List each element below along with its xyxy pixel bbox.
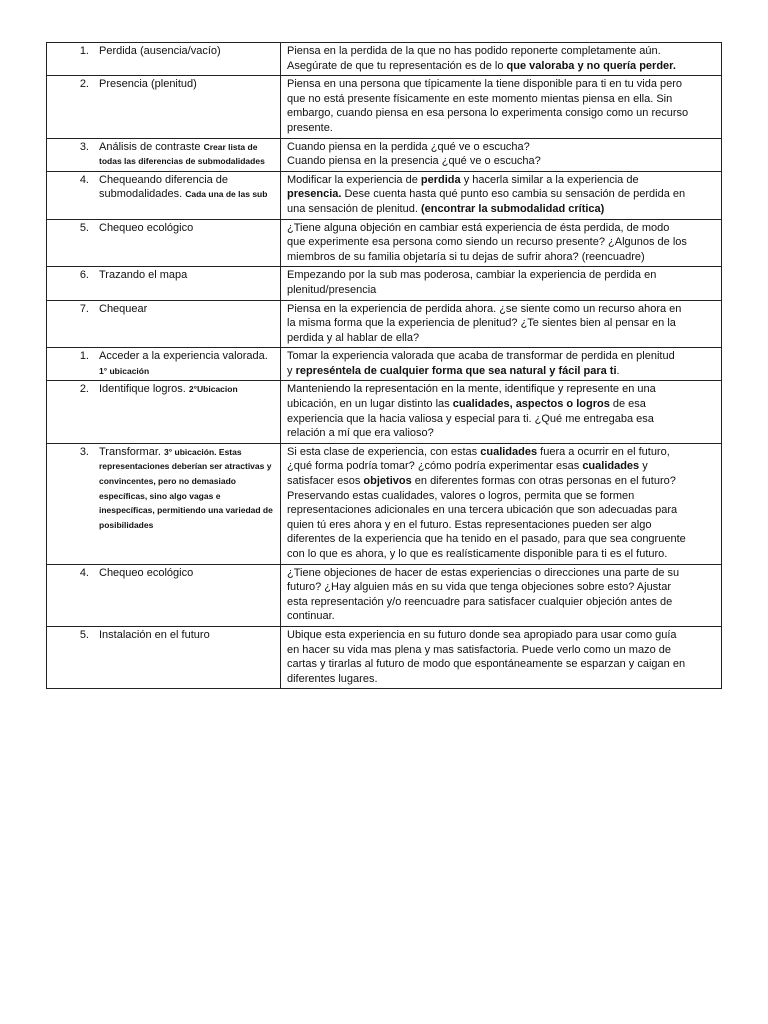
step-cell — [47, 171, 281, 219]
step-number: 2. — [79, 78, 89, 91]
text-segment: quien tú eres ahora y en el futuro. Estas representaciones pueden ser algo — [287, 518, 652, 531]
step-title: Presencia (plenitud) — [99, 78, 197, 91]
text-segment: representaciones adicionales en una tercera ubicación que son adecuadas para — [287, 504, 678, 517]
step-cell — [47, 626, 281, 688]
step-title: Chequeando diferencia de submodalidades. — [99, 173, 229, 201]
step-title-wrap — [99, 221, 274, 236]
table-row — [47, 626, 722, 688]
table-row — [47, 300, 722, 348]
table-row — [47, 443, 722, 564]
description-line — [287, 643, 715, 658]
step-description — [281, 43, 722, 76]
description-line — [287, 154, 715, 169]
text-segment: esta representación y/o reencuadre para satisfacer cualquier objeción antes de — [287, 595, 673, 608]
text-segment: plenitud/presencia — [287, 283, 377, 296]
description-line — [287, 580, 715, 595]
text-segment: Cuando piensa en la perdida ¿qué ve o escucha? — [287, 140, 530, 153]
description-line — [287, 532, 715, 547]
text-segment: relación a mí que era valioso? — [287, 427, 434, 440]
step-heading — [53, 268, 274, 283]
description-line — [287, 426, 715, 441]
step-title: Trazando el mapa — [99, 269, 188, 282]
step-note: 1° ubicación — [99, 365, 150, 376]
text-segment: . — [616, 364, 620, 377]
step-title: Instalación en el futuro — [99, 628, 210, 641]
bold-text: cualidades — [582, 460, 640, 473]
text-segment: diferentes de la experiencia que ha tenido en el pasado, para que sea congruente — [287, 533, 686, 546]
text-segment: fuera a ocurrir en el futuro, — [537, 445, 670, 458]
description-line — [287, 250, 715, 265]
step-description — [281, 267, 722, 300]
step-title-wrap — [99, 44, 274, 59]
description-line — [287, 283, 715, 298]
step-title: Perdida (ausencia/vacío) — [99, 45, 221, 57]
text-segment: Modificar la experiencia de — [287, 173, 421, 186]
step-title-wrap — [99, 77, 274, 92]
description-line — [287, 316, 715, 331]
step-title-wrap — [99, 382, 274, 397]
step-description — [281, 443, 722, 564]
step-number: 5. — [79, 628, 89, 641]
table-row — [47, 219, 722, 267]
table-row — [47, 138, 722, 171]
step-title-wrap — [99, 173, 274, 202]
text-segment: en hacer su vida mas plena y mas satisfactoria. Puede verlo como un mazo de — [287, 643, 671, 656]
description-line — [287, 445, 715, 460]
table-row — [47, 564, 722, 626]
step-cell — [47, 564, 281, 626]
step-cell — [47, 76, 281, 138]
step-title: Identifique logros. — [99, 383, 186, 396]
description-line — [287, 503, 715, 518]
step-heading — [53, 140, 274, 169]
text-segment: Cuando piensa en la presencia ¿qué ve o escucha? — [287, 155, 541, 168]
step-title: Transformar. — [99, 445, 161, 458]
table-row — [47, 267, 722, 300]
step-number: 1. — [79, 350, 89, 363]
text-segment: Preservando estas cualidades, valores o logros, permita que se formen — [287, 489, 635, 502]
text-segment: que experimente esa persona como siendo un recurso presente? ¿Algunos de los — [287, 236, 687, 249]
description-line — [287, 331, 715, 346]
bold-text: cualidades — [480, 445, 538, 458]
text-segment: futuro? ¿Hay alguien más en su vida que tenga objeciones sobre esto? Ajustar — [287, 581, 672, 594]
text-segment: Manteniendo la representación en la mente, identifique y represente en una — [287, 383, 656, 396]
step-number: 5. — [79, 221, 89, 234]
step-note: Crear lista de todas las diferencias de submodalidades — [99, 141, 265, 167]
step-description — [281, 300, 722, 348]
text-segment: Tomar la experiencia valorada que acaba de transformar de perdida en plenitud — [287, 350, 675, 363]
text-segment: Ubique esta experiencia en su futuro donde sea apropiado para usar como guía — [287, 628, 677, 641]
step-heading — [53, 173, 274, 202]
table-row — [47, 381, 722, 443]
description-line — [287, 202, 715, 217]
description-line — [287, 657, 715, 672]
step-cell — [47, 381, 281, 443]
step-title-wrap — [99, 445, 274, 533]
description-line — [287, 235, 715, 250]
description-line — [287, 595, 715, 610]
table-row — [47, 348, 722, 381]
description-line — [287, 566, 715, 581]
step-title-wrap — [99, 628, 274, 643]
step-title-wrap — [99, 140, 274, 169]
step-cell — [47, 300, 281, 348]
text-segment: perdida y al hablar de ella? — [287, 331, 420, 344]
step-description — [281, 76, 722, 138]
description-line — [287, 77, 715, 92]
description-line — [287, 140, 715, 155]
step-heading — [53, 566, 274, 581]
step-number: 3. — [79, 140, 89, 153]
step-number: 2. — [79, 383, 89, 396]
text-segment: ¿Tiene alguna objeción en cambiar está experiencia de ésta perdida, de modo — [287, 221, 670, 234]
step-cell — [47, 267, 281, 300]
step-heading — [53, 302, 274, 317]
description-line — [287, 397, 715, 412]
text-segment: presente. — [287, 121, 333, 134]
step-cell — [47, 443, 281, 564]
steps-table — [46, 42, 722, 689]
description-line — [287, 609, 715, 624]
description-line — [287, 302, 715, 317]
text-segment: la misma forma que la experiencia de plenitud? ¿Te sientes bien al pensar en la — [287, 317, 676, 330]
text-segment: embargo, cuando piensa en esa persona lo experimenta consigo como un recurso — [287, 107, 689, 120]
step-number: 1. — [79, 45, 89, 57]
text-segment: continuar. — [287, 610, 335, 623]
text-segment: y — [639, 460, 648, 473]
step-title-wrap — [99, 302, 274, 317]
step-number: 4. — [79, 173, 89, 186]
bold-text: perdida — [420, 173, 461, 186]
text-segment: Empezando por la sub mas poderosa, cambiar la experiencia de perdida en — [287, 269, 657, 282]
text-segment: ¿qué forma podría tomar? ¿cómo podría experimentar esas — [287, 460, 583, 473]
description-line — [287, 382, 715, 397]
bold-text: cualidades, aspectos o logros — [452, 398, 610, 411]
description-line — [287, 187, 715, 202]
step-cell — [47, 43, 281, 76]
step-title: Chequeo ecológico — [99, 221, 194, 234]
description-line — [287, 268, 715, 283]
description-line — [287, 474, 715, 489]
description-line — [287, 364, 715, 379]
text-segment: Asegúrate de que tu representación es de lo — [287, 59, 507, 72]
step-title: Acceder a la experiencia valorada. — [99, 350, 268, 363]
bold-text: represéntela de cualquier forma que sea natural y fácil para ti — [295, 364, 617, 377]
text-segment: experiencia que la hacia valiosa y especial para ti. ¿Qué me entregaba esa — [287, 412, 654, 425]
step-number: 6. — [79, 269, 89, 282]
description-line — [287, 628, 715, 643]
step-title: Chequear — [99, 302, 148, 315]
text-segment: Piensa en una persona que típicamente la tiene disponible para ti en tu vida pero — [287, 78, 683, 91]
step-description — [281, 219, 722, 267]
bold-text: que valoraba y no quería perder. — [506, 59, 676, 72]
step-heading — [53, 628, 274, 643]
bold-text: (encontrar la submodalidad crítica) — [420, 202, 605, 215]
text-segment: Piensa en la experiencia de perdida ahora. ¿se siente como un recurso ahora en — [287, 302, 682, 315]
description-line — [287, 106, 715, 121]
description-line — [287, 59, 715, 74]
text-segment: en diferentes formas con otras personas en el futuro? — [411, 475, 676, 488]
text-segment: y hacerla similar a la experiencia de — [460, 173, 639, 186]
bold-text: objetivos — [363, 475, 412, 488]
step-title-wrap — [99, 349, 274, 378]
step-number: 4. — [79, 566, 89, 579]
step-description — [281, 381, 722, 443]
step-heading — [53, 382, 274, 397]
step-heading — [53, 44, 274, 59]
step-note: Cada una de las sub — [185, 189, 268, 200]
table-row — [47, 43, 722, 76]
text-segment: una sensación de plenitud. — [287, 202, 421, 215]
text-segment: Piensa en la perdida de la que no has podido reponerte completamente aún. — [287, 45, 661, 57]
description-line — [287, 92, 715, 107]
text-segment: que no está presente físicamente en este momento mientas piensa en ella. Sin — [287, 92, 673, 105]
text-segment: diferentes lugares. — [287, 672, 378, 685]
description-line — [287, 547, 715, 562]
text-segment: ¿Tiene objeciones de hacer de estas experiencias o direcciones una parte de su — [287, 566, 680, 579]
text-segment: miembros de su familia objetaría si tu dejas de sufrir ahora? (reencuadre) — [287, 250, 645, 263]
step-number: 7. — [79, 302, 89, 315]
step-cell — [47, 348, 281, 381]
description-line — [287, 672, 715, 687]
step-heading — [53, 221, 274, 236]
steps-table-body — [47, 43, 722, 689]
description-line — [287, 412, 715, 427]
description-line — [287, 221, 715, 236]
step-description — [281, 171, 722, 219]
step-number: 3. — [79, 445, 89, 458]
description-line — [287, 518, 715, 533]
text-segment: y — [287, 364, 296, 377]
step-heading — [53, 77, 274, 92]
step-description — [281, 626, 722, 688]
step-cell — [47, 138, 281, 171]
step-heading — [53, 349, 274, 378]
step-description — [281, 348, 722, 381]
description-line — [287, 121, 715, 136]
bold-text: presencia. — [287, 188, 342, 201]
description-line — [287, 44, 715, 59]
text-segment: Dese cuenta hasta qué punto eso cambia su sensación de perdida en — [341, 188, 686, 201]
step-description — [281, 138, 722, 171]
step-title: Análisis de contraste — [99, 140, 201, 153]
table-row — [47, 76, 722, 138]
description-line — [287, 459, 715, 474]
description-line — [287, 349, 715, 364]
step-note: 3° ubicación. Estas representaciones deberían ser atractivas y convincentes, pero no demasiado específicas, sino algo vagas e inespecíficas, permitiendo una variedad de posibilidades — [99, 446, 273, 530]
step-title-wrap — [99, 566, 274, 581]
text-segment: de esa — [609, 398, 646, 411]
step-title: Chequeo ecológico — [99, 566, 194, 579]
text-segment: con lo que es ahora, y lo que es realísticamente disponible para ti es el futuro. — [287, 548, 668, 560]
text-segment: Si esta clase de experiencia, con estas — [287, 445, 481, 458]
step-heading — [53, 445, 274, 533]
step-title-wrap — [99, 268, 274, 283]
step-note: 2°Ubicacion — [188, 384, 238, 395]
description-line — [287, 489, 715, 504]
table-row — [47, 171, 722, 219]
step-cell — [47, 219, 281, 267]
description-line — [287, 173, 715, 188]
text-segment: satisfacer esos — [287, 475, 364, 488]
text-segment: cartas y tirarlas al futuro de modo que espontáneamente se esparzan y caigan en — [287, 658, 686, 671]
step-description — [281, 564, 722, 626]
text-segment: ubicación, en un lugar distinto las — [287, 398, 453, 411]
